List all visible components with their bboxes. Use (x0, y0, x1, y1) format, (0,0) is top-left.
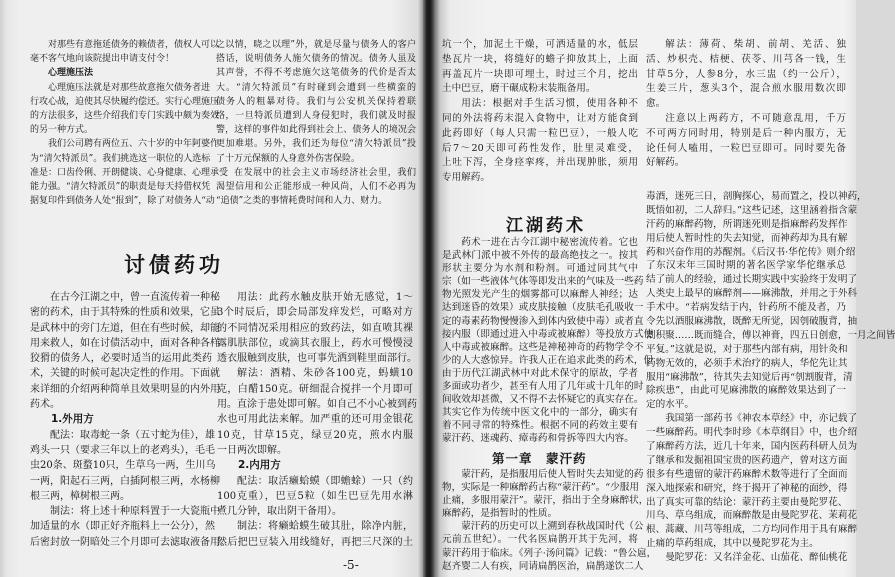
paragraph (216, 166, 416, 209)
paragraph (442, 468, 649, 520)
text-line: 多面或功者少，甚至有人用了几年或十几年的时 (442, 381, 644, 393)
text-line: 间收效却甚微，又不得不去怀疑它的真实存在。 (442, 394, 644, 406)
text-line: 令先以酒服麻沸散，既醉无所觉，因刳破腹背，抽 (646, 316, 858, 328)
text-line: 根、蒿藏、川芎等组成，二方均同作用于具有麻醉 (646, 524, 858, 536)
text-line: 曼陀罗花：又名洋金花、山茄花、醉仙桃花 (665, 552, 848, 564)
paragraph (442, 97, 638, 186)
text-line: 对那些有意拖延债务的赖债者，债权人可以 (48, 40, 220, 50)
text-line: 由于历代江湖武林中对此术保守的原故，学者 (442, 367, 638, 379)
paragraph (216, 38, 416, 166)
text-line: 药术一进在古今江湖中秘密流传着。它也 (461, 237, 638, 248)
text-line: 的另一种方式。 (30, 125, 94, 136)
text-line: 少的人大惑惊异。许我人正在追求此类的药术，但 (442, 354, 654, 366)
text-line: 人类史上最早的麻醉剂——麻沸散，并用之于外科 (646, 288, 858, 300)
text-line: 药和兴奋作用的苏醒剂。《后汉书·华佗传》则介绍 (646, 246, 856, 258)
paragraph (442, 520, 657, 572)
text-line: 赵齐婴二人有疾，同请扁鹊医治，扁鹊遂饮二人 (442, 560, 644, 572)
text-line: 着不同寻常的特殊性。根据不同的药效主要有 (442, 420, 638, 432)
text-line: 土中巴豆，磨干碾成粉末装瓶备用。 (442, 83, 596, 95)
text-line: 止痛的草药组成，其中以曼陀罗花为主。 (646, 538, 819, 550)
subheading-block (217, 458, 413, 473)
text-line: 我国第一部药书《神农本草经》中，亦记载了 (665, 413, 858, 425)
text-line: 用。直涂于患处即可解。如自己不小心被到药 (217, 399, 417, 411)
text-line: 结了前人的经验，通过长期实践中实验终于发明了 (646, 274, 858, 286)
text-line: 渴望信用和公正能形成一种风尚，人们不必再为 (216, 181, 416, 192)
text-line: 用法：根据对手生活习惯，使用各种不 (461, 98, 638, 110)
paragraph (30, 38, 220, 66)
text-line: 制法：将癞蛤蟆生破其肚，除净内脏， (237, 521, 413, 533)
paragraph (646, 190, 895, 412)
paragraph (646, 38, 846, 112)
text-line: 手术中。“若病发结于内，针药所不能及者，乃 (646, 302, 846, 314)
text-line: 煮几分钟，取出阴干备用）。 (217, 506, 342, 518)
text-line: 注意以上两药方，不可随意乱用，千万 (665, 112, 846, 124)
text-line: 愈。 (646, 98, 666, 110)
text-line: 出了真实可靠的结论：蒙汗药主要由曼陀罗花、 (646, 496, 848, 508)
text-line: 割积聚……既而缝合，傅以神膏，四五日创愈，一月之间皆 (646, 329, 895, 341)
text-line: 专用解药。 (442, 172, 490, 184)
text-line: 蒙汗药，是指服用后使人暂时失去知觉的药 (461, 469, 644, 480)
text-line: 物，实际是一种麻醉药古称“蒙汗药”。“少服用 (442, 482, 639, 494)
text-line: 此药即好（每人只需一粒巴豆），一般人吃 (442, 127, 638, 139)
text-line: 准是：口齿伶俐、开朗健谈、心身健康、心理承受 (30, 167, 229, 178)
paragraph (217, 519, 413, 550)
subheading-block (30, 66, 210, 80)
left-page (0, 0, 423, 577)
text-line: 坑一个，加泥土干燥，可洒适量的水，低层 (442, 39, 638, 50)
text-line: 透衣服触到皮肤，也可事先洒到鞋里面部行。 (217, 353, 417, 365)
text-line: 来详细的介绍两种简单且效果明显的内外用 (30, 383, 220, 395)
left-page-top-right-column (216, 38, 416, 208)
text-line: 汗药的麻醉药物，所谓迷死则是指麻醉药发挥作 (646, 218, 848, 230)
text-line: 平复。”这就是说，对于那些内部有病，用针灸和 (646, 343, 848, 355)
text-line: 是武林门派中被不外传的最高绝技之一。按其 (442, 250, 638, 262)
text-line: 好解药。 (646, 157, 685, 169)
text-line: 上吐下泻，全身痉挛疼，并出现肿胀，须用 (442, 157, 638, 169)
text-line: 后7～20天即可药性发作，肚里灵难受， (442, 142, 638, 154)
text-line: 其实它作为传统中医文化中的一部分，确实有 (442, 407, 638, 419)
text-line: 垫瓦片一块，将缝好的蟾子抑放其上，上面 (442, 53, 638, 65)
right-page-body-right-column (646, 190, 895, 565)
text-line: 更加难堪。另外，我们还为每位“清欠特派员”投 (216, 139, 416, 150)
text-line: 能力强。“清欠特派员”的职责是每天持借权凭 (30, 181, 211, 192)
text-line: 的方法很多，这些介绍我们专门实践中颇为奏效 (30, 110, 220, 121)
paragraph (217, 366, 417, 458)
text-line: 同的外法将药末混入食物中，让对方能食到 (442, 112, 638, 124)
text-line: 克，白醋150克。研细混合搅拌一个月即可 (217, 383, 413, 395)
text-line: 密的药术，由于其特殊的性质和效果，它虽 (30, 307, 220, 319)
text-line: 的不同情况采用相应的致药法，如直喷其裸 (217, 322, 413, 334)
text-line: 据复印件到债务人处“报到”，除了对债务人“动 (30, 196, 215, 207)
paragraph (646, 412, 858, 551)
text-line: 警，这样的事件如此得到社会上、债务人的境况会 (216, 125, 416, 136)
right-page (434, 0, 895, 577)
text-line: 药术。 (30, 399, 60, 411)
text-line: 蒙汗药、迷魂药、瘴毒药和骨拆等四大内容。 (442, 433, 634, 445)
text-line: 深入地探索和研究，终于揭开了神秘的面纱，得 (646, 482, 848, 494)
paragraph (442, 38, 638, 97)
right-page-body-left-column-upper (442, 236, 654, 446)
text-line: 一日两次即解。 (217, 444, 287, 456)
text-line: 麻醉药，是指暂时的性质。 (442, 508, 558, 520)
text-line: 用来救人，如在讨债活动中，面对各种各样 (30, 337, 220, 349)
text-line: 很多有些遗留的蒙汗药麻醉术数等进行了全面而 (646, 468, 848, 480)
text-line: 用后使人暂时性的失去知觉，而神药却为具有解 (646, 232, 848, 244)
text-line: 在古今江湖之中，曾一直流传着一种秘 (50, 292, 220, 303)
text-line: 鸡头一只（要求三年以上的老鸡头），毛毛 (30, 444, 215, 456)
text-line: 活、炒枳壳、桔梗、茯苓、川芎各一钱，生 (646, 53, 846, 65)
paragraph (217, 474, 413, 520)
paragraph (217, 290, 417, 366)
text-line: 根三两，樟树根三两。 (30, 490, 130, 502)
text-line: 了东汉末年三国时期的著名医学家华佗继承总 (646, 260, 846, 272)
text-line: 搭话，说明债务人施欠债务的情况。债务人虽及 (216, 54, 416, 65)
text-line: 10克，甘草15克，绿豆20克，煎水内服 (217, 429, 413, 441)
article-title: 讨债药功 (124, 253, 224, 277)
text-line: 毒酒，迷死三日，剖胸探心，易而置之，投以神药， (646, 191, 867, 202)
text-line: 解法：薄荷、柴胡、前胡、羌活、独 (665, 39, 846, 50)
text-line: 心理施压法就是对那些故意拖欠债务者进 (48, 82, 211, 93)
text-line: 解法：酒精、朱砂各100克，蚂蟥10 (237, 368, 413, 380)
text-line: 达到迷昏的效果）或皮肤接触（皮肤毛孔吸收一 (442, 302, 644, 314)
text-line: 元前五世纪）。一代名医扁鹊开其于先河，将 (442, 534, 638, 546)
text-line: 然后把巴豆装入用线缝好，再把三尺深的土 (217, 536, 413, 548)
book-gutter (423, 0, 434, 577)
text-line: 物光照发光产生的烟雾都可以麻醉人神经；达 (442, 289, 638, 301)
text-line: 水也可用此法来解。加严重的还可用金银花 (217, 414, 413, 426)
text-line: 川乌、草乌组成，而麻醉散是由曼陀罗花、茉莉花 (646, 510, 858, 522)
paragraph (646, 551, 846, 565)
subheading: 1.外用方 (51, 413, 94, 426)
text-line: 止痛，多服用蒙汗”。蒙汗，指出于全身麻醉状， (442, 495, 649, 507)
text-line: 露肌肤部位，或滴其衣服上，药水可慢慢浸 (217, 337, 413, 349)
text-line: 债务人的粗暴对待。我们与公安机关保持着联 (216, 96, 416, 107)
text-line: 形状主要分为水剂和粉剂。可通过同其气中 (442, 263, 638, 275)
text-line: 不可两方同时用，特别是后一种内服方，无 (646, 127, 846, 139)
text-line: 为“清欠特派员”。我们挑选这一职位的人选标 (30, 153, 211, 164)
right-page-body-left-column-lower (442, 468, 657, 573)
paragraph (30, 137, 229, 208)
text-line: 一些麻醉药。明代李时珍《本草纲目》中，也介绍 (646, 427, 858, 439)
text-line: 狡猾的债务人，必要时适当的运用此类药 (30, 353, 212, 365)
text-line: 服用“麻沸散”，待其失去知觉后再“刳割腹背，清 (646, 371, 853, 383)
right-page-top-right-column (646, 38, 846, 171)
text-line: 其声誉，不得不考虑施欠这笔债务的代价是否太 (216, 68, 416, 79)
text-line: 生姜三片，葱头3个，混合煎水服用数次即 (646, 83, 846, 95)
text-line: 大。“清欠特派员”有时碰到会遭到一些横蛮的 (216, 82, 416, 93)
left-page-body-right-column (217, 290, 417, 550)
text-line: 配法：取活癞蛤蟆（即蟾蜍）一只（约 (237, 475, 413, 487)
text-line: 虫20条、斑蝥10只，生草乌一两，生川乌 (30, 460, 216, 472)
text-line: 用法：此药水触皮肤开始无感觉，1～ (237, 292, 413, 303)
text-line: 了继承和发掘祖国宝贵的医药遗产，曾对这方面 (646, 454, 848, 466)
text-line: 蒙汗药用于临床。《列子·汤问篇》记载：“鲁公扈， (442, 547, 657, 559)
text-line: 了十万元保额的人身意外伤害保险。 (216, 153, 361, 164)
text-line: 人中毒或被麻醉。这些是神秘神奇的药物学令不 (442, 341, 644, 353)
text-line: 宗（如一些液体气体等即发出来的气味及一些药 (442, 276, 644, 288)
chapter-title: 第一章 蒙汗药 (492, 451, 587, 466)
text-line: 既悟如初，二人辞归。”这些记述，这里涵着指含蒙 (646, 204, 858, 216)
text-line: 在发展中的社会主义市场经济社会里，我们 (234, 167, 416, 178)
page-number: -5- (343, 558, 359, 572)
left-page-body-left-column (30, 290, 230, 550)
text-line: 行攻心战，迫使其尽快履约偿还。实行心理施压 (30, 96, 220, 107)
text-line: “追债”之类的事情耗费时间和人力、财力。 (216, 196, 388, 207)
text-line: 3个时辰后，即会局部发痒发烂，可略对方 (217, 307, 413, 319)
text-line: 定的毒素药物慢慢渗入到体内致使中毒）或者直 (442, 315, 644, 327)
section-title: 江湖药术 (506, 216, 586, 236)
subheading: 心理施压法 (48, 68, 94, 79)
subheading: 2.内用方 (238, 459, 281, 472)
text-line: 除疾患”，由此可见麻沸散的麻醉效果达到了一 (646, 385, 846, 397)
text-line: 论任何人嗑用，一粒巴豆即可。同时要先备 (646, 142, 846, 154)
right-page-top-left-column (442, 38, 638, 186)
text-line: 络，一旦特派员遭到人身侵犯时，我们就及时报 (216, 110, 416, 121)
subheading-block (30, 412, 212, 427)
text-line: 药物无效的，必须手术治疗的病人，华佗先让其 (646, 357, 848, 369)
text-line: 我们公司聘有两位五、六十岁的中年阿婆作 (48, 139, 220, 150)
text-line: 蒙汗药的历史可以上溯到春秋战国时代（公 (461, 521, 644, 533)
text-line: 了麻醉药方法，近几十年来，国内医药科研人员为 (646, 441, 858, 453)
text-line: 毫不客气地向该院提出申请支付令！ (30, 54, 175, 65)
left-page-top-left-column (30, 38, 229, 208)
paragraph (30, 428, 220, 504)
text-line: 术，关键的时候可起决定性的作用。下面就 (30, 368, 220, 380)
text-line: 再盖瓦片一块即可埋土，时过三个月，挖出 (442, 68, 638, 80)
text-line: 之以情，晓之以理”外，就是尽量与债务人的客户 (216, 40, 416, 50)
text-line: 接内服（即通过进入中毒或被麻醉）等投放方式使 (442, 328, 654, 340)
text-line: 制法：将上述十种原料置于一大瓷瓶中 (50, 506, 220, 518)
paragraph (30, 81, 220, 138)
paragraph (646, 112, 846, 171)
text-line: 100克重），巴豆5粒（如生巴豆先用水淋 (217, 490, 413, 502)
text-line: 一两，阳起石三两，白插阿根三两，水杨柳 (30, 475, 220, 487)
paragraph (30, 290, 220, 412)
paragraph (442, 236, 654, 446)
text-line: 甘草5分，人参8分，水三盅（约一公斤）， (646, 68, 846, 80)
text-line: 定的水平。 (646, 399, 694, 411)
paragraph (30, 504, 230, 550)
text-line: 配法：取毒蛇一条（五寸蛇为佳），雄 (50, 429, 215, 441)
text-line: 后密封放一阴暗处三个月即可去滤取液备用。 (30, 536, 230, 548)
text-line: 是武林中的旁门左道，但在有些时候，却能 (30, 322, 220, 334)
text-line: 加适量的水（即正好齐瓶料上一公分），然 (30, 521, 215, 533)
